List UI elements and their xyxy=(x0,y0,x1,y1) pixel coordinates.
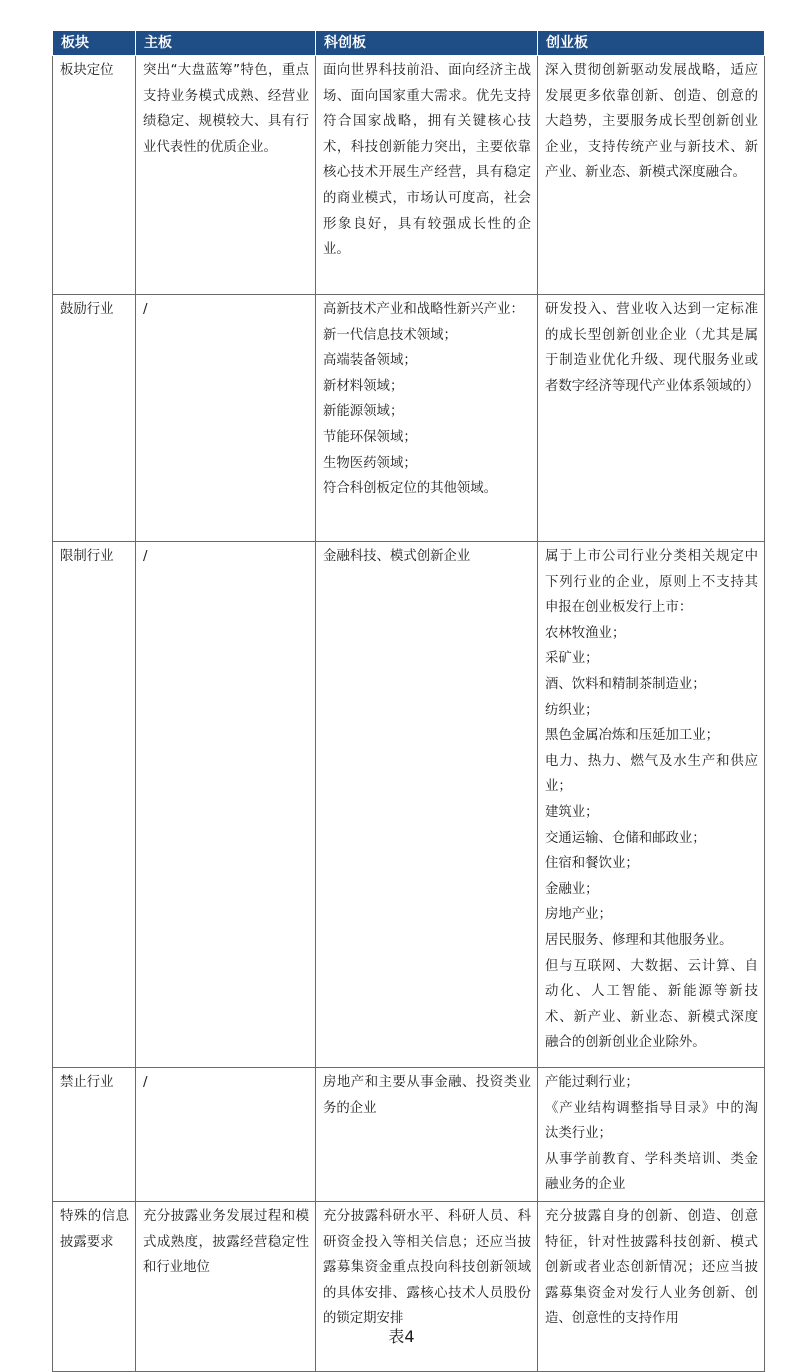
table-row xyxy=(53,1068,765,1202)
cell-text-line: 突出“大盘蓝筹”特色，重点支持业务模式成熟、经营业绩稳定、规模较大、具有行业代表性的优质企业。 xyxy=(143,63,309,155)
table-row xyxy=(53,295,765,542)
cell-text-line: 纺织业； xyxy=(545,702,599,718)
cell-text-line: 黑色金属冶炼和压延加工业； xyxy=(545,728,720,744)
cell-text-line: 符合科创板定位的其他领域。 xyxy=(323,481,498,497)
cell-text-line: 交通运输、仓储和邮政业； xyxy=(545,830,706,846)
header-chinext: 创业板 xyxy=(538,31,765,56)
cell-text-line: 新能源领域； xyxy=(323,404,404,420)
cell-chinext xyxy=(538,542,765,1068)
cell-text-line: / xyxy=(143,549,148,564)
cell-text-line: 产能过剩行业； xyxy=(545,1075,639,1090)
cell-text-line: 建筑业； xyxy=(545,804,599,820)
table-header-row xyxy=(53,31,765,56)
cell-category: 板块定位 xyxy=(53,56,136,295)
cell-text-line: 居民服务、修理和其他服务业。 xyxy=(545,932,733,948)
cell-text-line: 电力、热力、燃气及水生产和供应业； xyxy=(545,753,758,795)
cell-text-line: 酒、饮料和精制茶制造业； xyxy=(545,676,706,692)
cell-text-line: 属于上市公司行业分类相关规定中下列行业的企业，原则上不支持其申报在创业板发行上市： xyxy=(545,549,758,616)
comparison-table-container xyxy=(52,30,764,1372)
header-star-market: 科创板 xyxy=(316,31,538,56)
header-category: 板块 xyxy=(53,31,136,56)
cell-text-line: 从事学前教育、学科类培训、类金融业务的企业 xyxy=(545,1151,758,1193)
table-row xyxy=(53,56,765,295)
cell-text-line: / xyxy=(143,302,148,317)
cell-main-board xyxy=(136,295,316,542)
cell-text-line: 新材料领域； xyxy=(323,378,404,394)
cell-star-market xyxy=(316,56,538,295)
cell-text-line: 新一代信息技术领域； xyxy=(323,327,457,343)
cell-main-board xyxy=(136,1068,316,1202)
cell-text-line: 充分披露科研水平、科研人员、科研资金投入等相关信息；还应当披露募集资金重点投向科技创新领域的具体安排、露核心技术人员股份的锁定期安排 xyxy=(323,1208,531,1327)
cell-text-line: 采矿业； xyxy=(545,651,599,667)
table-caption: 表4 xyxy=(388,1327,415,1346)
cell-text-line: 但与互联网、大数据、云计算、自动化、人工智能、新能源等新技术、新产业、新业态、新模式深度融合的创新创业企业除外。 xyxy=(545,958,758,1051)
cell-text-line: 房地产业； xyxy=(545,907,612,923)
cell-star-market xyxy=(316,1068,538,1202)
cell-text-line: 高端装备领域； xyxy=(323,353,417,369)
cell-text-line: 金融科技、模式创新企业 xyxy=(323,549,471,564)
cell-text-line: 农林牧渔业； xyxy=(545,625,626,641)
cell-chinext xyxy=(538,1068,765,1202)
cell-category: 特殊的信息披露要求 xyxy=(53,1201,136,1371)
cell-text-line: 深入贯彻创新驱动发展战略，适应发展更多依靠创新、创造、创意的大趋势，主要服务成长型创新创业企业，支持传统产业与新技术、新产业、新业态、新模式深度融合。 xyxy=(545,63,758,181)
cell-text-line: / xyxy=(143,1075,148,1090)
cell-text-line: 节能环保领域； xyxy=(323,429,417,445)
cell-text-line: 面向世界科技前沿、面向经济主战场、面向国家重大需求。优先支持符合国家战略，拥有关键核心技术，科技创新能力突出，主要依靠核心技术开展生产经营，具有稳定的商业模式，市场认可度高，社会形象良好，具有较强成长性的企业。 xyxy=(323,63,531,258)
cell-text-line: 房地产和主要从事金融、投资类业务的企业 xyxy=(323,1075,531,1116)
cell-main-board xyxy=(136,56,316,295)
cell-category: 鼓励行业 xyxy=(53,295,136,542)
header-main-board: 主板 xyxy=(136,31,316,56)
cell-text-line: 《产业结构调整指导目录》中的淘汰类行业； xyxy=(545,1100,758,1142)
cell-chinext xyxy=(538,56,765,295)
board-comparison-table xyxy=(52,30,765,1372)
cell-text-line: 生物医药领域； xyxy=(323,455,417,471)
cell-text-line: 住宿和餐饮业； xyxy=(545,856,639,872)
cell-star-market xyxy=(316,542,538,1068)
cell-text-line: 充分披露自身的创新、创造、创意特征，针对性披露科技创新、模式创新或者业态创新情况；还应当披露募集资金对发行人业务创新、创造、创意性的支持作用 xyxy=(545,1208,758,1327)
cell-text-line: 研发投入、营业收入达到一定标准的成长型创新创业企业（尤其是属于制造业优化升级、现代服务业或者数字经济等现代产业体系领域的） xyxy=(545,302,760,394)
table-row xyxy=(53,542,765,1068)
cell-category: 限制行业 xyxy=(53,542,136,1068)
cell-star-market xyxy=(316,295,538,542)
cell-main-board xyxy=(136,542,316,1068)
cell-text-line: 金融业； xyxy=(545,881,599,897)
cell-text-line: 充分披露业务发展过程和模式成熟度，披露经营稳定性和行业地位 xyxy=(143,1208,309,1276)
cell-chinext xyxy=(538,295,765,542)
cell-category: 禁止行业 xyxy=(53,1068,136,1202)
cell-text-line: 高新技术产业和战略性新兴产业： xyxy=(323,302,524,317)
